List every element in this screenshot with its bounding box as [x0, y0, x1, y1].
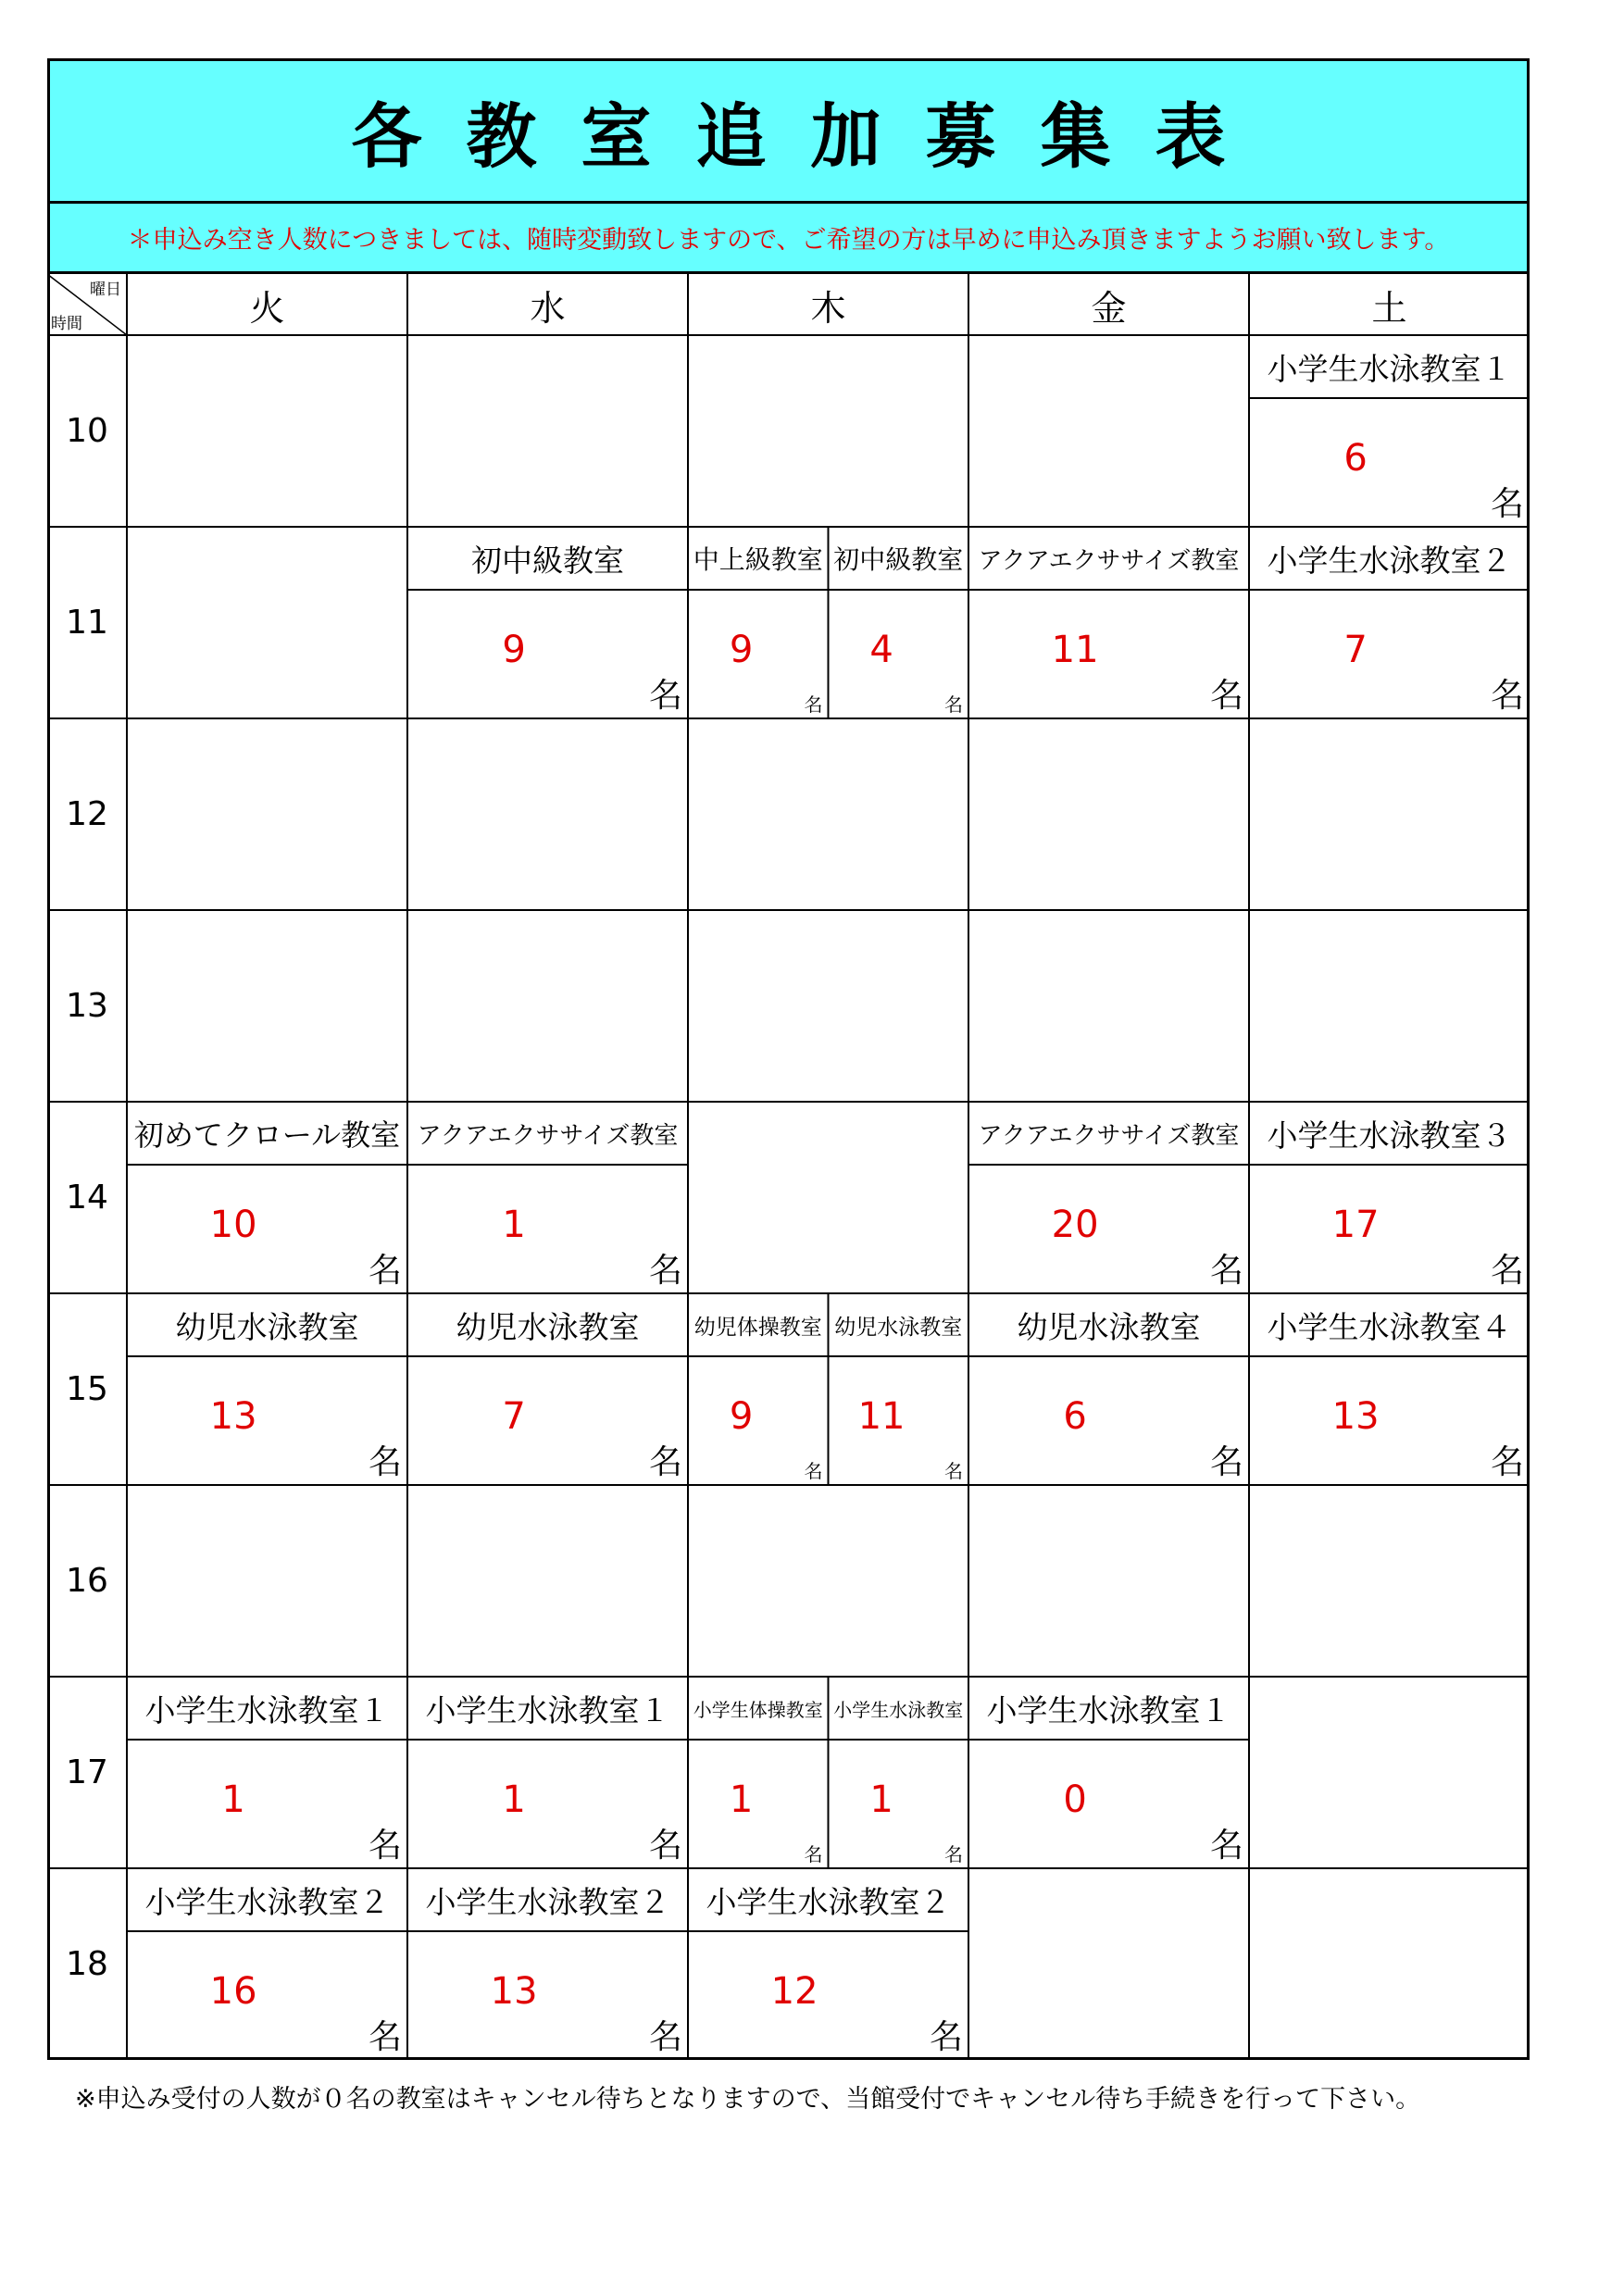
unit-label: 名	[944, 1843, 963, 1866]
unit-label: 名	[648, 1827, 682, 1865]
unit-label: 名	[368, 1827, 402, 1865]
hour-label: 10	[66, 412, 108, 450]
class-name: アクアエクササイズ教室	[978, 1121, 1240, 1150]
class-slot	[407, 527, 688, 718]
class-slot	[829, 1293, 969, 1485]
schedule-sheet	[47, 58, 1530, 2058]
class-slot	[127, 1677, 407, 1868]
vacancy-count: 1	[869, 1778, 893, 1821]
unit-label: 名	[648, 1443, 682, 1481]
class-slot	[127, 1868, 407, 2060]
vacancy-count: 6	[1063, 1395, 1087, 1438]
vacancy-count: 9	[502, 629, 526, 671]
class-slot	[688, 1677, 829, 1868]
class-name: 幼児水泳教室	[834, 1315, 963, 1340]
vacancy-count: 7	[1343, 629, 1368, 671]
vacancy-count: 13	[209, 1395, 257, 1438]
class-slot	[127, 1102, 407, 1293]
vacancy-count: 1	[729, 1778, 754, 1821]
class-name: 中上級教室	[693, 544, 823, 575]
class-slot	[829, 1677, 969, 1868]
unit-label: 名	[1490, 1443, 1524, 1481]
class-slot	[688, 1868, 968, 2060]
vacancy-count: 11	[1051, 629, 1099, 671]
unit-label: 名	[368, 1443, 402, 1481]
unit-label: 名	[929, 2018, 963, 2056]
class-slot	[968, 1102, 1249, 1293]
class-slot	[1249, 527, 1530, 718]
class-slot	[688, 1293, 829, 1485]
vacancy-count: 12	[770, 1970, 818, 2013]
class-slot	[407, 1677, 688, 1868]
vacancy-count: 9	[729, 629, 754, 671]
vacancy-count: 20	[1051, 1204, 1099, 1246]
class-name: 小学生水泳教室１	[425, 1691, 670, 1728]
class-name: 幼児体操教室	[693, 1315, 822, 1340]
vacancy-count: 9	[729, 1395, 754, 1438]
unit-label: 名	[1209, 1443, 1243, 1481]
unit-label: 名	[1209, 1827, 1243, 1865]
vacancy-count: 1	[502, 1204, 526, 1246]
class-slot	[407, 1868, 688, 2060]
unit-label: 名	[944, 693, 963, 716]
corner-day-label: 曜日	[90, 281, 121, 299]
class-name: 小学生体操教室	[693, 1698, 823, 1721]
unit-label: 名	[1490, 485, 1524, 523]
vacancy-count: 17	[1331, 1204, 1380, 1246]
day-header: 土	[1371, 287, 1407, 329]
unit-label: 名	[804, 693, 823, 716]
hour-label: 12	[66, 795, 108, 833]
class-name: 幼児水泳教室	[1017, 1308, 1201, 1345]
vacancy-count: 13	[1331, 1395, 1380, 1438]
class-slot	[407, 1293, 688, 1485]
unit-label: 名	[368, 1252, 402, 1290]
class-name: 小学生水泳教室２	[706, 1883, 951, 1920]
class-name: 初中級教室	[833, 544, 964, 575]
class-name: 小学生水泳教室２	[1267, 542, 1512, 579]
page-title: 各教室追加募集表	[351, 95, 1270, 178]
hour-label: 15	[66, 1370, 108, 1408]
schedule-grid	[47, 274, 1530, 2058]
vacancy-count: 16	[209, 1970, 257, 2013]
unit-label: 名	[1490, 1252, 1524, 1290]
class-slot	[968, 1677, 1249, 1868]
class-slot	[407, 1102, 688, 1293]
class-name: 小学生水泳教室２	[144, 1883, 390, 1920]
vacancy-count: 6	[1343, 437, 1368, 480]
vacancy-count: 0	[1063, 1778, 1087, 1821]
unit-label: 名	[1490, 677, 1524, 715]
unit-label: 名	[648, 2018, 682, 2056]
vacancy-count: 4	[869, 629, 893, 671]
hour-label: 18	[66, 1945, 108, 1983]
class-name: 幼児水泳教室	[175, 1308, 359, 1345]
vacancy-count: 11	[857, 1395, 906, 1438]
hour-label: 14	[66, 1179, 108, 1217]
unit-label: 名	[648, 677, 682, 715]
day-header: 水	[530, 287, 566, 329]
vacancy-count: 10	[209, 1204, 257, 1246]
class-slot	[968, 527, 1249, 718]
unit-label: 名	[1209, 677, 1243, 715]
hour-label: 13	[66, 987, 108, 1025]
class-name: アクアエクササイズ教室	[417, 1121, 679, 1150]
notice-text: ＊申込み空き人数につきましては、随時変動致しますので、ご希望の方は早めに申込み頂きますようお願い致します。	[127, 226, 1450, 255]
class-name: 小学生水泳教室１	[986, 1691, 1231, 1728]
class-slot	[688, 527, 829, 718]
corner-time-label: 時間	[51, 315, 82, 333]
class-name: 幼児水泳教室	[456, 1308, 640, 1345]
hour-label: 11	[66, 604, 108, 642]
day-header: 金	[1091, 287, 1127, 329]
unit-label: 名	[1209, 1252, 1243, 1290]
unit-label: 名	[804, 1843, 823, 1866]
notice-banner	[47, 204, 1530, 274]
class-name: 小学生水泳教室	[833, 1698, 964, 1721]
footnote: ※申込み受付の人数が０名の教室はキャンセル待ちとなりますので、当館受付でキャンセル待ち手続きを行って下さい。	[75, 2085, 1421, 2114]
day-header: 火	[249, 287, 285, 329]
class-slot	[1249, 335, 1530, 527]
hour-label: 17	[66, 1753, 108, 1791]
class-name: 小学生水泳教室１	[1267, 350, 1512, 387]
class-name: 初中級教室	[471, 542, 624, 579]
unit-label: 名	[648, 1252, 682, 1290]
title-band	[47, 58, 1530, 204]
class-slot	[829, 527, 969, 718]
class-slot	[968, 1293, 1249, 1485]
unit-label: 名	[368, 2018, 402, 2056]
day-header: 木	[810, 287, 846, 329]
corner-cell	[47, 274, 127, 335]
hour-label: 16	[66, 1562, 108, 1600]
class-name: 小学生水泳教室２	[425, 1883, 670, 1920]
unit-label: 名	[944, 1460, 963, 1482]
class-name: 小学生水泳教室１	[144, 1691, 390, 1728]
class-name: 小学生水泳教室４	[1267, 1308, 1512, 1345]
class-slot	[1249, 1293, 1530, 1485]
class-slot	[127, 1293, 407, 1485]
unit-label: 名	[804, 1460, 823, 1482]
vacancy-count: 1	[221, 1778, 245, 1821]
class-name: 小学生水泳教室３	[1267, 1117, 1512, 1154]
vacancy-count: 13	[490, 1970, 538, 2013]
class-name: アクアエクササイズ教室	[978, 546, 1240, 575]
class-slot	[1249, 1102, 1530, 1293]
vacancy-count: 7	[502, 1395, 526, 1438]
class-name: 初めてクロール教室	[133, 1117, 401, 1153]
vacancy-count: 1	[502, 1778, 526, 1821]
